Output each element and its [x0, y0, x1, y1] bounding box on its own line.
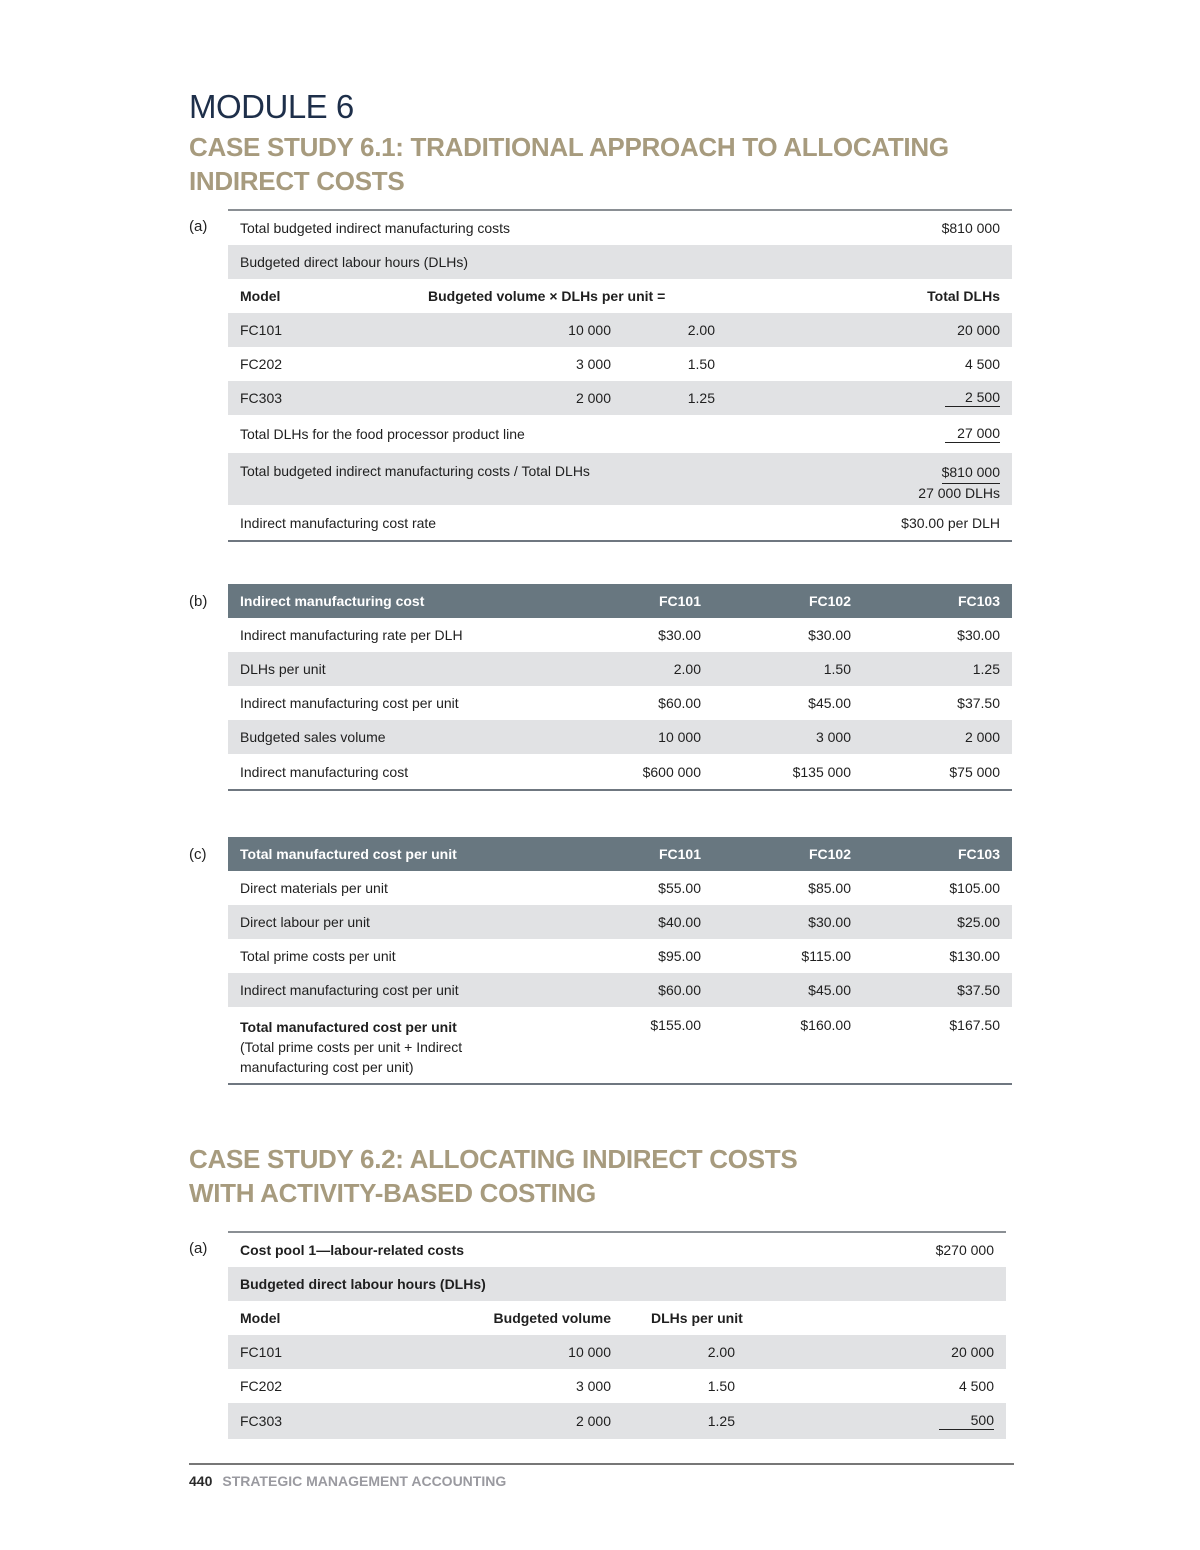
value-cell: $130.00 [949, 948, 1000, 964]
row-label: Direct labour per unit [228, 905, 563, 939]
value-cell: $45.00 [808, 695, 851, 711]
model-cell: FC101 [228, 1335, 428, 1369]
header-cell: FC103 [863, 584, 1012, 618]
case-study-1-title-line1: CASE STUDY 6.1: TRADITIONAL APPROACH TO ALLOCATING [189, 132, 949, 162]
header-cell: Total manufactured cost per unit [228, 837, 563, 871]
case-study-1-title-line2: INDIRECT COSTS [189, 166, 405, 196]
dlh-cell: 1.50 [707, 1378, 735, 1394]
row-label: Indirect manufacturing cost [240, 763, 409, 780]
table-header-row [228, 279, 1012, 313]
rate-value: $30.00 per DLH [901, 514, 1000, 531]
value-cell: $135 000 [792, 763, 851, 780]
row-label: Total prime costs per unit [240, 948, 396, 964]
header-cell: FC103 [863, 837, 1012, 871]
dlh-cell: 1.25 [623, 1403, 763, 1439]
table-row [228, 1007, 1012, 1084]
table-row [228, 245, 1012, 279]
part-c-label: (c) [189, 846, 207, 863]
model-cell: FC202 [240, 356, 283, 372]
dlh-cell: 1.50 [687, 356, 715, 372]
table-row [228, 347, 1012, 381]
value-cell: $55.00 [658, 880, 701, 896]
header-cell: FC101 [563, 584, 713, 618]
row-label: Budgeted sales volume [228, 720, 563, 754]
table-row [228, 313, 1012, 347]
total-cell: 4 500 [958, 1378, 994, 1394]
total-cell: 2 500 [945, 389, 1000, 407]
value-cell: $95.00 [658, 948, 701, 964]
dlh-rate-table [228, 209, 1012, 542]
table-row [228, 652, 1012, 686]
model-cell: FC101 [228, 313, 428, 347]
value-cell: $25.00 [863, 905, 1012, 939]
total-dlh-value: 27 000 [945, 425, 1000, 443]
value-cell: $30.00 [808, 627, 851, 643]
page-footer [189, 1463, 1014, 1489]
ratio-label: Total budgeted indirect manufacturing costs / Total DLHs [228, 453, 743, 505]
value-cell: 1.50 [713, 652, 863, 686]
table-row [228, 905, 1012, 939]
case-study-2-title-line2: WITH ACTIVITY-BASED COSTING [189, 1178, 596, 1208]
volume-cell: 3 000 [575, 1378, 611, 1394]
value-cell: $37.50 [957, 695, 1000, 711]
dlh-heading-2: Budgeted direct labour hours (DLHs) [228, 1267, 1006, 1301]
total-cost-note-line1: (Total prime costs per unit + Indirect [240, 1039, 463, 1055]
row-label: Indirect manufacturing cost per unit [240, 695, 459, 711]
model-cell: FC303 [228, 1403, 428, 1439]
value-cell: $167.50 [949, 1017, 1000, 1033]
volume-cell: 3 000 [575, 356, 611, 372]
value-cell: 2.00 [563, 652, 713, 686]
value-cell: $155.00 [650, 1017, 701, 1033]
table-row [228, 754, 1012, 790]
header-cell: FC102 [713, 837, 863, 871]
table-row [228, 686, 1012, 720]
header-cell: FC102 [713, 584, 863, 618]
case-study-2-title [189, 1142, 797, 1210]
table-header-row [228, 1301, 1006, 1335]
case-study-2-title-line1: CASE STUDY 6.2: ALLOCATING INDIRECT COSTS [189, 1144, 798, 1174]
table-row [228, 871, 1012, 905]
table-row [228, 618, 1012, 652]
module-title: MODULE 6 [189, 88, 354, 125]
value-cell: 3 000 [713, 720, 863, 754]
total-indirect-costs-label: Total budgeted indirect manufacturing costs [240, 220, 511, 236]
part-b-label: (b) [189, 593, 208, 610]
value-cell: $30.00 [713, 905, 863, 939]
cost-pool-value: $270 000 [935, 1242, 994, 1258]
table-row [228, 1369, 1006, 1403]
cost-pool-label: Cost pool 1—labour-related costs [240, 1242, 465, 1258]
col-total-dlh: Total DLHs [927, 288, 1000, 304]
dlh-cell: 1.25 [623, 381, 743, 415]
value-cell: $115.00 [801, 948, 851, 964]
table-row [228, 939, 1012, 973]
col-dlh: DLHs per unit [651, 1310, 743, 1326]
value-cell: $85.00 [808, 880, 851, 896]
value-cell: $45.00 [713, 973, 863, 1007]
table-row [228, 1267, 1006, 1301]
value-cell: $30.00 [658, 627, 701, 643]
header-cell: Indirect manufacturing cost [228, 584, 563, 618]
total-indirect-costs-value: $810 000 [941, 220, 1000, 236]
manufactured-cost-table [228, 837, 1012, 1085]
table-row [228, 453, 1012, 505]
table-row [228, 210, 1012, 245]
ratio-denominator: 27 000 DLHs [918, 485, 1000, 501]
table-header-row [228, 584, 1012, 618]
value-cell: 1.25 [863, 652, 1012, 686]
total-cell: 20 000 [743, 313, 1012, 347]
total-cost-note-line2: manufacturing cost per unit) [240, 1059, 414, 1075]
total-cell: 500 [939, 1412, 994, 1430]
volume-cell: 10 000 [428, 1335, 623, 1369]
table-row [228, 505, 1012, 541]
row-label: Indirect manufacturing rate per DLH [240, 627, 463, 643]
volume-cell: 10 000 [428, 313, 623, 347]
volume-cell: 2 000 [428, 1403, 623, 1439]
case-study-1-title [189, 130, 949, 198]
model-cell: FC202 [240, 1378, 283, 1394]
model-cell: FC303 [228, 381, 428, 415]
table-row [228, 973, 1012, 1007]
value-cell: $37.50 [863, 973, 1012, 1007]
rate-label: Indirect manufacturing cost rate [240, 514, 437, 531]
total-dlh-label: Total DLHs for the food processor product line [240, 426, 525, 442]
ratio-numerator: $810 000 [942, 463, 1000, 484]
value-cell: $160.00 [800, 1017, 851, 1033]
dlh-cell: 2.00 [623, 313, 743, 347]
part-a-label: (a) [189, 218, 208, 235]
row-label: Indirect manufacturing cost per unit [228, 973, 563, 1007]
value-cell: $40.00 [563, 905, 713, 939]
page-number: 440 [189, 1473, 213, 1489]
dlh-heading: Budgeted direct labour hours (DLHs) [228, 245, 1012, 279]
value-cell: 10 000 [563, 720, 713, 754]
table-row [228, 1232, 1006, 1267]
row-label: DLHs per unit [228, 652, 563, 686]
value-cell: $60.00 [563, 973, 713, 1007]
total-cell: 4 500 [964, 356, 1000, 372]
col-model: Model [240, 1310, 281, 1326]
col-calc: Budgeted volume × DLHs per unit = [428, 288, 666, 304]
row-label: Direct materials per unit [240, 880, 388, 896]
abc-dlh-table [228, 1231, 1006, 1439]
total-cell: 20 000 [763, 1335, 1006, 1369]
col-volume: Budgeted volume [493, 1310, 611, 1326]
value-cell: $600 000 [642, 763, 701, 780]
col-model: Model [240, 288, 281, 304]
part-a-label-2: (a) [189, 1240, 208, 1257]
table-row [228, 720, 1012, 754]
table-row [228, 381, 1012, 415]
volume-cell: 2 000 [428, 381, 623, 415]
table-header-row [228, 837, 1012, 871]
value-cell: $30.00 [957, 627, 1000, 643]
total-cost-label: Total manufactured cost per unit [240, 1019, 457, 1035]
book-title: STRATEGIC MANAGEMENT ACCOUNTING [222, 1473, 507, 1489]
value-cell: $105.00 [949, 880, 1000, 896]
table-row [228, 1335, 1006, 1369]
table-row [228, 415, 1012, 453]
value-cell: $60.00 [658, 695, 701, 711]
table-row [228, 1403, 1006, 1439]
value-cell: $75 000 [949, 763, 1000, 780]
dlh-cell: 2.00 [623, 1335, 763, 1369]
value-cell: 2 000 [863, 720, 1012, 754]
indirect-cost-table [228, 584, 1012, 791]
header-cell: FC101 [563, 837, 713, 871]
